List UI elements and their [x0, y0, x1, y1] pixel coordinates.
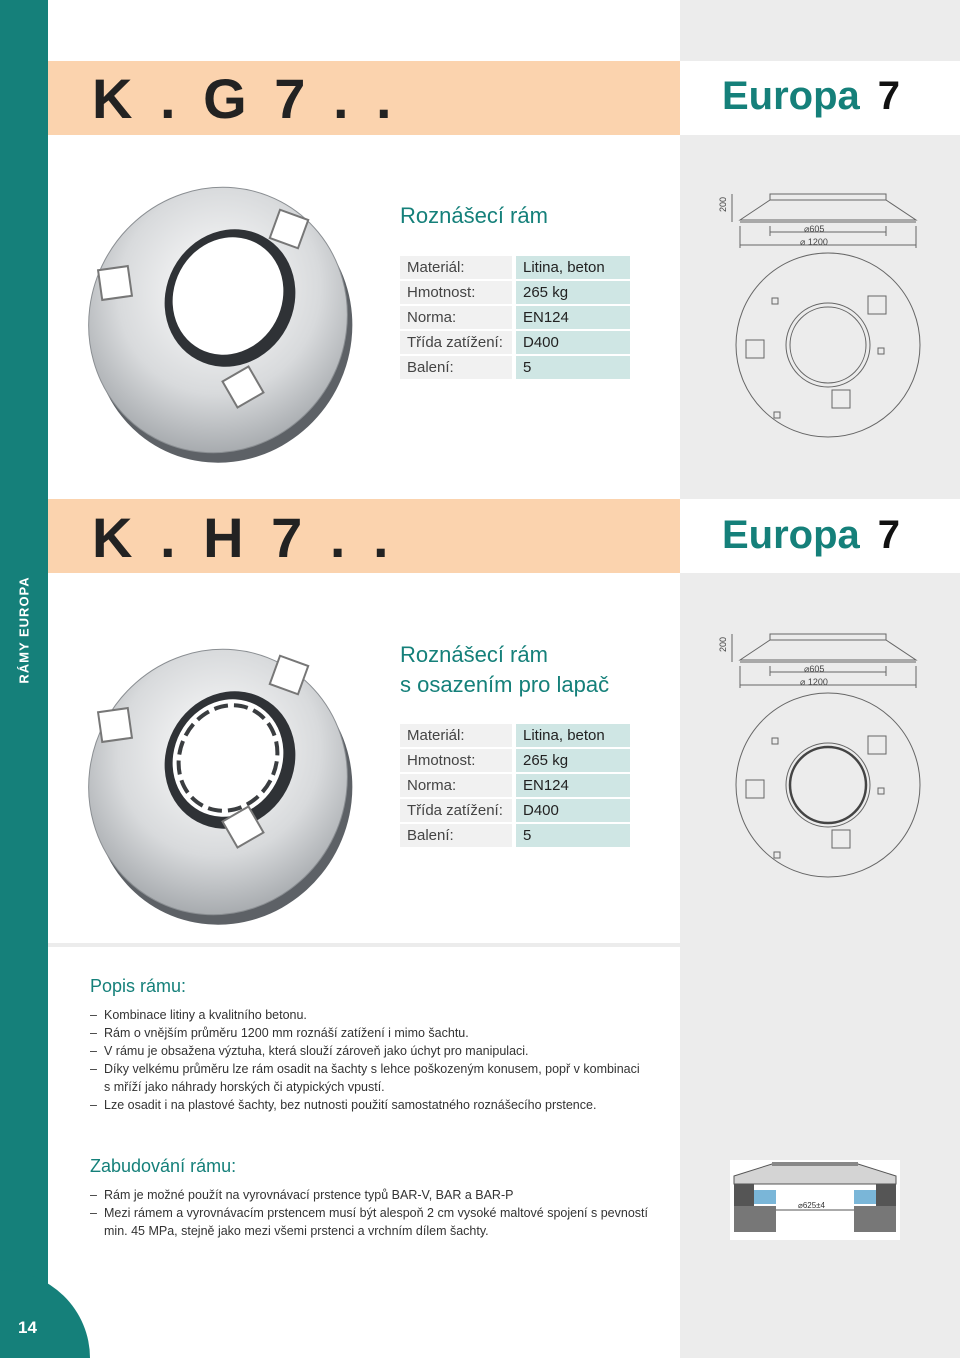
spec-value: 265 kg: [516, 749, 630, 772]
spec-value: 5: [516, 824, 630, 847]
description-title: Popis rámu:: [90, 976, 187, 996]
spec-row: [400, 824, 630, 847]
brand-logo: [722, 513, 900, 558]
spec-label: Balení:: [400, 356, 512, 379]
spec-label: Hmotnost:: [400, 749, 512, 772]
spec-row: [400, 306, 630, 329]
product-photo: [78, 632, 368, 932]
description-item: – Lze osadit i na plastové šachty, bez nutnosti použití samostatného roznášecího prstence.: [90, 1098, 597, 1112]
spec-row: [400, 774, 630, 797]
description-item-continued: s mříží jako náhrady horských či atypických vpustí.: [104, 1080, 385, 1094]
spec-value: Litina, beton: [516, 256, 630, 279]
dimension-inner-diameter: ⌀605: [804, 224, 825, 234]
description-item-text: Lze osadit i na plastové šachty, bez nutnosti použití samostatného roznášecího prstence.: [104, 1098, 597, 1112]
spec-label: Balení:: [400, 824, 512, 847]
product-title: Roznášecí rám: [400, 203, 548, 228]
spec-row: [400, 356, 630, 379]
brand-logo-text: Europa: [722, 74, 860, 118]
spec-value: EN124: [516, 306, 630, 329]
technical-drawing: [700, 190, 950, 440]
installation-item: – Rám je možné použít na vyrovnávací prstence typů BAR-V, BAR a BAR-P: [90, 1188, 514, 1202]
product-code: K . H 7 . .: [92, 506, 395, 569]
description-item-text: Rám o vnějším průměru 1200 mm roznáší zatížení i mimo šachtu.: [104, 1026, 469, 1040]
spec-label: Třída zatížení:: [400, 799, 512, 822]
product-code: K . G 7 . .: [92, 67, 398, 130]
installation-dimension: ⌀625±4: [798, 1201, 826, 1210]
spec-value: D400: [516, 799, 630, 822]
product-subtitle: s osazením pro lapač: [400, 672, 610, 697]
spec-row: [400, 256, 630, 279]
installation-item: – Mezi rámem a vyrovnávacím prstencem musí být alespoň 2 cm vysoké maltové spojení s pevností: [90, 1206, 648, 1220]
spec-value: D400: [516, 331, 630, 354]
product-title: Roznášecí rám: [400, 642, 548, 667]
spec-row: [400, 749, 630, 772]
description-item-text: V rámu je obsažena výztuha, která slouží zároveň jako úchyt pro manipulaci.: [104, 1044, 529, 1058]
description-item: – Díky velkému průměru lze rám osadit na šachty s lehce poškozeným konusem, popř v kombinaci: [90, 1062, 640, 1076]
spec-row: [400, 331, 630, 354]
spec-label: Norma:: [400, 774, 512, 797]
spec-label: Hmotnost:: [400, 281, 512, 304]
divider: [48, 943, 680, 947]
side-bar-label: RÁMY EUROPA: [16, 576, 32, 684]
description-item-text: Kombinace litiny a kvalitního betonu.: [104, 1008, 307, 1022]
installation-item-text: Rám je možné použít na vyrovnávací prstence typů BAR-V, BAR a BAR-P: [104, 1188, 514, 1202]
product-photo: [78, 170, 368, 470]
description-item-text: Díky velkému průměru lze rám osadit na šachty s lehce poškozeným konusem, popř v kombinaci: [104, 1062, 640, 1076]
installation-item-continued: min. 45 MPa, stejně jako mezi všemi prstenci a vrchním dílem šachty.: [104, 1224, 489, 1238]
spec-label: Třída zatížení:: [400, 331, 512, 354]
spec-value: Litina, beton: [516, 724, 630, 747]
installation-item-text: Mezi rámem a vyrovnávacím prstencem musí být alespoň 2 cm vysoké maltové spojení s pevností: [104, 1206, 648, 1220]
spec-value: 5: [516, 356, 630, 379]
spec-label: Materiál:: [400, 724, 512, 747]
brand-logo-text: Europa: [722, 513, 860, 557]
brand-logo: [722, 74, 900, 119]
installation-drawing: [730, 1160, 900, 1240]
dimension-height: 200: [718, 636, 728, 652]
dimension-outer-diameter: ⌀ 1200: [800, 237, 828, 247]
spec-value: EN124: [516, 774, 630, 797]
spec-row: [400, 281, 630, 304]
page-number-tab: [0, 1270, 90, 1358]
spec-label: Materiál:: [400, 256, 512, 279]
dimension-inner-diameter: ⌀605: [804, 664, 825, 674]
spec-row: [400, 799, 630, 822]
spec-label: Norma:: [400, 306, 512, 329]
brand-logo-number: 7: [877, 513, 901, 557]
description-item: – Kombinace litiny a kvalitního betonu.: [90, 1008, 307, 1022]
spec-value: 265 kg: [516, 281, 630, 304]
installation-title: Zabudování rámu:: [90, 1156, 237, 1176]
description-item: – V rámu je obsažena výztuha, která slouží zároveň jako úchyt pro manipulaci.: [90, 1044, 529, 1058]
description-item: – Rám o vnějším průměru 1200 mm roznáší zatížení i mimo šachtu.: [90, 1026, 469, 1040]
brand-logo-number: 7: [877, 74, 901, 118]
page-number: 14: [18, 1318, 37, 1337]
technical-drawing: [700, 630, 950, 880]
spec-row: [400, 724, 630, 747]
dimension-outer-diameter: ⌀ 1200: [800, 677, 828, 687]
dimension-height: 200: [718, 196, 728, 212]
